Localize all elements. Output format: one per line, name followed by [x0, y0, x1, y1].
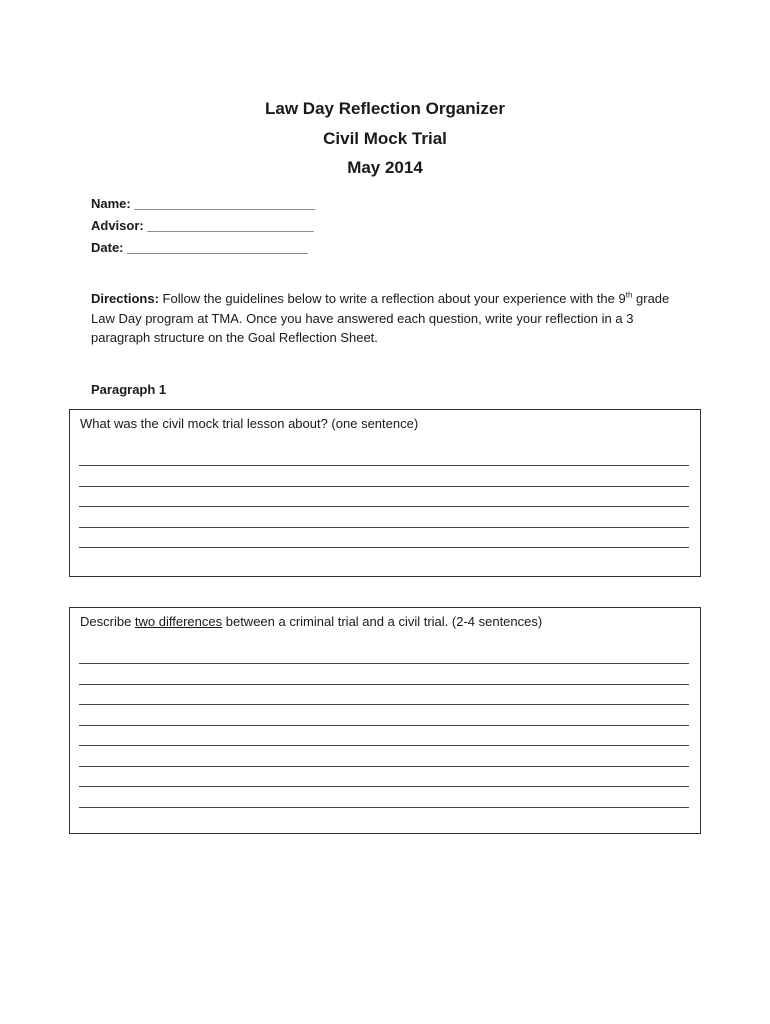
question-2-answer-line-2[interactable] [79, 684, 689, 685]
question-1-prompt: What was the civil mock trial lesson about? (one sentence) [80, 416, 419, 431]
question-1-answer-line-1[interactable] [79, 465, 689, 466]
question-2-answer-line-4[interactable] [79, 725, 689, 726]
question-2-answer-line-7[interactable] [79, 786, 689, 787]
question-box-1 [69, 409, 701, 577]
question-2-answer-line-5[interactable] [79, 745, 689, 746]
directions-superscript: th [625, 290, 633, 300]
advisor-field[interactable]: Advisor: _______________________ [91, 218, 314, 233]
question-2-prompt-start: Describe [80, 614, 135, 629]
title-line-3: May 2014 [347, 158, 423, 177]
directions-label: Directions: [91, 291, 159, 306]
question-2-answer-line-6[interactable] [79, 766, 689, 767]
question-2-prompt [80, 614, 542, 629]
question-1-answer-line-2[interactable] [79, 486, 689, 487]
question-1-answer-line-4[interactable] [79, 527, 689, 528]
question-2-prompt-end: between a criminal trial and a civil trial. (2-4 sentences) [222, 614, 543, 629]
question-box-2 [69, 607, 701, 834]
name-field[interactable]: Name: _________________________ [91, 196, 316, 211]
directions [91, 289, 691, 348]
question-2-answer-line-8[interactable] [79, 807, 689, 808]
directions-text-2: grade Law Day program at TMA. Once you have answered each question, write your reflection in a 3 paragraph structure on the Goal Reflection Sheet. [91, 291, 670, 345]
paragraph-heading: Paragraph 1 [91, 382, 167, 397]
question-2-answer-line-3[interactable] [79, 704, 689, 705]
student-info [91, 193, 315, 259]
title-line-2: Civil Mock Trial [323, 128, 447, 148]
document-title [0, 94, 770, 183]
date-field[interactable]: Date: _________________________ [91, 240, 308, 255]
directions-text-1: Follow the guidelines below to write a reflection about your experience with the 9 [158, 291, 626, 306]
question-1-answer-line-3[interactable] [79, 506, 689, 507]
title-line-1: Law Day Reflection Organizer [265, 99, 505, 118]
question-1-answer-line-5[interactable] [79, 547, 689, 548]
question-2-answer-line-1[interactable] [79, 663, 689, 664]
question-2-prompt-underlined: two differences [134, 614, 223, 629]
